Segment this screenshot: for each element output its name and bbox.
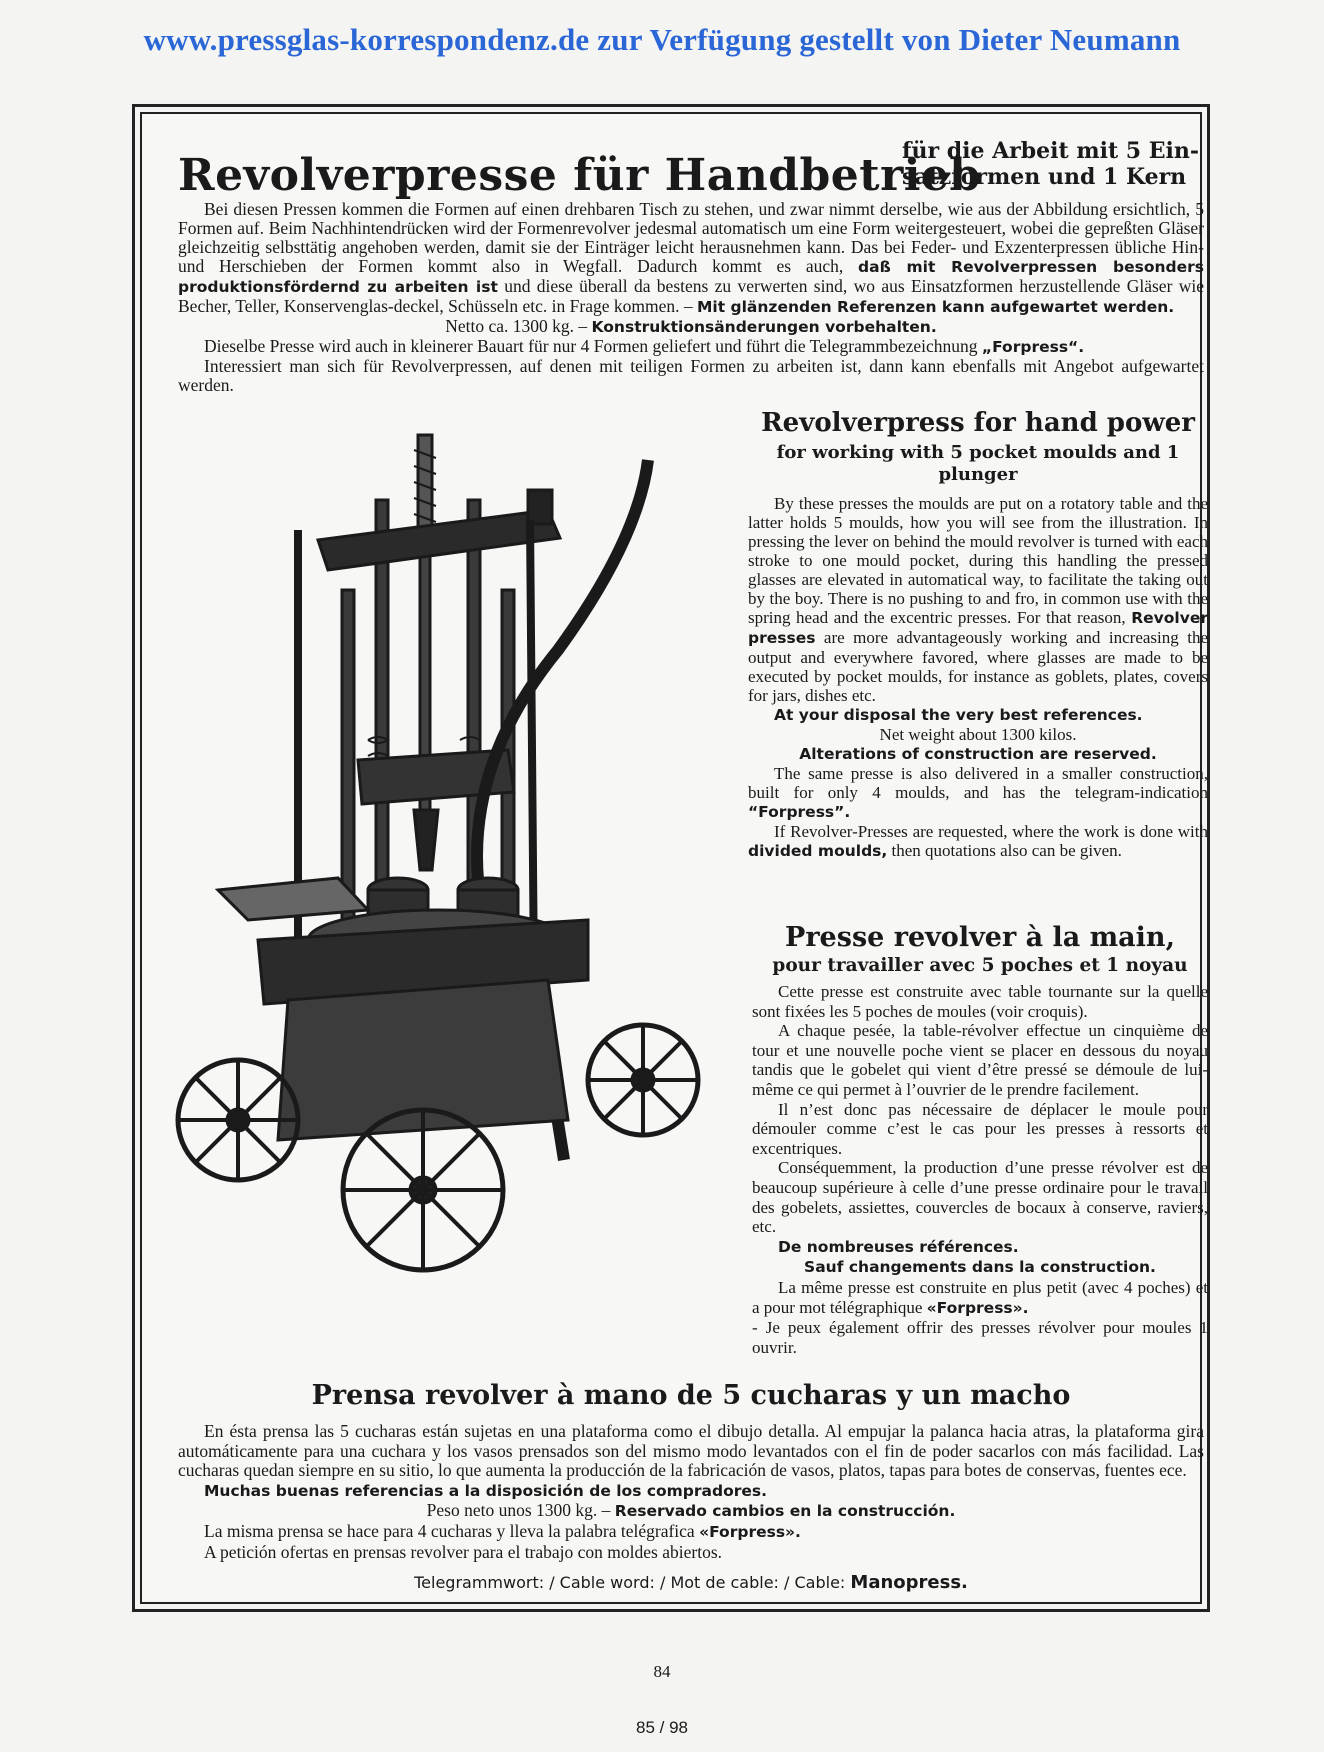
french-changes: Sauf changements dans la construction. [804,1258,1156,1277]
english-section [748,408,1208,861]
french-section [752,922,1208,1357]
cable-label: Telegrammwort: / Cable word: / Mot de cable: / Cable: [414,1573,846,1592]
spanish-body [178,1422,1204,1562]
french-subtitle: pour travailler avec 5 poches et 1 noyau [772,955,1188,976]
spanish-paragraph-2: La misma prensa se hace para 4 cucharas y lleva la palabra telégrafica «Forpress». [204,1520,801,1541]
french-paragraph-1: Cette presse est construite avec table tournante sur la quelle sont fixées les 5 poches de moules (voir croquis). [752,982,1208,1021]
spanish-weight: Peso neto unos 1300 kg. – Reservado cambios en la construcción. [426,1500,956,1521]
french-paragraph-3: Il n’est donc pas nécessaire de déplacer le moule pour démouler comme c’est le cas pour les presses à ressorts et excentriques. [752,1099,1208,1158]
german-title-side: für die Arbeit mit 5 Ein-satzformen und 1 Kern [902,138,1199,190]
cable-word-line [178,1572,1204,1593]
german-netto: Netto ca. 1300 kg. – Konstruktionsänderungen vorbehalten. [445,316,937,336]
french-paragraph-5: La même presse est construite en plus petit (avec 4 poches) et a pour mot télégraphique «Forpress». [752,1277,1208,1317]
cable-word: Manopress. [850,1572,968,1593]
english-alterations: Alterations of construction are reserved. [799,745,1157,763]
english-references: At your disposal the very best references. [774,706,1143,724]
revolver-press-illustration [168,420,748,1370]
french-paragraph-2: A chaque pesée, la table-révolver effectue un cinquième de tour et une nouvelle poche vient se placer en dessous du noyau tandis que le gobelet qui vient d’être pressé se démoule de lui-même ce qui permet à l’ouvrier de le prendre facilement. [752,1021,1208,1099]
french-paragraph-4: Conséquemment, la production d’une presse révolver est de beaucoup supérieure à celle d’une presse ordinaire pour le travail des gobelets, assiettes, couvercles de bocaux à conserve, raviers, etc. [752,1158,1208,1237]
spanish-paragraph-3: A petición ofertas en prensas revolver para el trabajo con moldes abiertos. [204,1541,723,1562]
french-paragraph-6: - Je peux également offrir des presses révolver pour moules 1 ouvrir. [752,1318,1208,1357]
german-title: Revolverpresse für Handbetrieb [178,150,981,201]
spanish-paragraph-1: En ésta prensa las 5 cucharas están sujetas en una plataforma como el dibujo detalla. Al empujar la palanca hacia atras, la plataforma gira automáticamente para una cuchara y los vasos prensados son del mismo modo levantados con el fin de poder sacarlos con más facilidad. Las cucharas quedan siempre en su sitio, lo que aumenta la producción de la fabricación de vasos, platos, tapas para botes de conservas, fuentes ece. [178,1421,1204,1481]
english-subtitle: for working with 5 pocket moulds and 1 plunger [776,442,1180,485]
german-paragraph-3: Interessiert man sich für Revolverpressen, auf denen mit teiligen Formen zu arbeiten ist, dann kann ebenfalls mit Angebot aufgewartet werden. [178,356,1204,395]
english-paragraph-1: By these presses the moulds are put on a rotatory table and the latter holds 5 moulds, how you will see from the illustration. In pressing the lever on behind the mould revolver is turned with each stroke to one mould pocket, during this handling the pressed glasses are elevated in automatical way, to facilitate the taking out by the boy. There is no pushing to and fro, in common use with the spring head and the excentric presses. For that reason, Revolver presses are more advantageously working and increasing the output and everywhere favored, where glasses are made to be executed by pocket moulds, for instance as goblets, plates, covers for jars, dishes etc. [748,494,1209,705]
german-paragraph-1: Bei diesen Pressen kommen die Formen auf einen drehbaren Tisch zu stehen, und zwar nimmt derselbe, wie aus der Abbildung ersichtlich, 5 Formen auf. Beim Nachhintendrücken wird der Formenrevolver jedesmal automatisch um eine Form weitergesteuert, wobei die gepreßten Gläser gleichzeitig selbsttätig angehoben werden, damit sie der Einträger leicht herausnehmen kann. Das bei Feder- und Exzenterpressen übliche Hin- und Herschieben der Formen kommt also in Wegfall. Dadurch kommt es auch, daß mit Revolverpressen besonders produktionsfördernd zu arbeiten ist und diese überall da bestens zu verwerten sind, wo aus Einsatzformen herzustellende Gläser wie Becher, Teller, Konservenglas-deckel, Schüsseln etc. in Frage kommen. – Mit glänzenden Referenzen kann aufgewartet werden. [178,199,1204,316]
english-body [748,494,1208,861]
page-number: 84 [653,1662,671,1681]
spanish-title: Prensa revolver à mano de 5 cucharas y un macho [311,1380,1071,1411]
french-title: Presse revolver à la main, [785,922,1175,953]
french-references: De nombreuses références. [778,1237,1019,1256]
english-title: Revolverpress for hand power [761,408,1195,438]
page-counter: 85 / 98 [636,1718,688,1737]
german-paragraph-2: Dieselbe Presse wird auch in kleinerer Bauart für nur 4 Formen geliefert und führt die Telegrammbezeichnung „Forpress“. [204,336,1085,356]
english-paragraph-2: The same presse is also delivered in a smaller construction, built for only 4 moulds, and has the telegram-indication “Forpress”. [748,764,1208,821]
english-weight: Net weight about 1300 kilos. [879,725,1077,744]
source-link[interactable]: www.pressglas-korrespondenz.de zur Verfügung gestellt von Dieter Neumann [143,22,1181,57]
german-body [178,200,1204,395]
spanish-references: Muchas buenas referencias a la disposición de los compradores. [204,1481,768,1500]
english-paragraph-3: If Revolver-Presses are requested, where the work is done with divided moulds, then quotations also can be given. [748,822,1208,860]
french-body [752,982,1208,1357]
